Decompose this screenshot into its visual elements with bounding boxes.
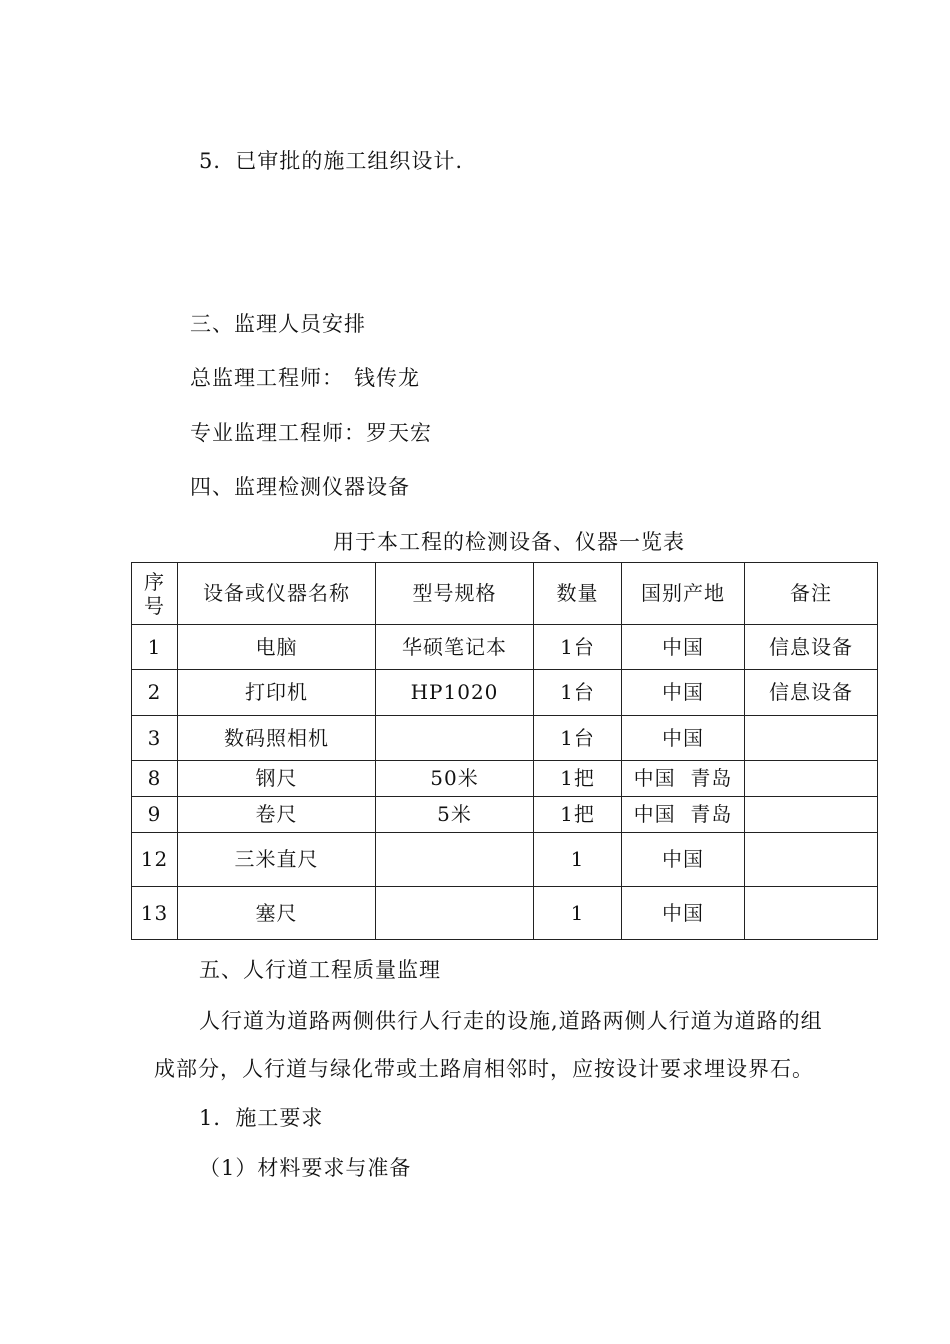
- table-row: [132, 716, 878, 761]
- equipment-table-title: 用于本工程的检测设备、仪器一览表: [333, 530, 685, 554]
- table-cell: 2: [132, 670, 178, 716]
- table-cell: 1把: [534, 797, 622, 833]
- table-cell: 三米直尺: [178, 833, 376, 887]
- table-cell: HP1020: [376, 670, 534, 716]
- table-cell: 12: [132, 833, 178, 887]
- table-cell: 华硕笔记本: [376, 625, 534, 670]
- table-cell: 信息设备: [745, 670, 878, 716]
- table-row: [132, 887, 878, 940]
- table-cell: 3: [132, 716, 178, 761]
- table-cell: 1台: [534, 716, 622, 761]
- table-cell: 钢尺: [178, 761, 376, 797]
- table-cell: [376, 833, 534, 887]
- chief-supervisor-label: 总监理工程师：: [190, 366, 344, 390]
- table-cell: [376, 887, 534, 940]
- section-4-heading: 四、监理检测仪器设备: [190, 475, 410, 499]
- table-cell: 数码照相机: [178, 716, 376, 761]
- table-cell: 5米: [376, 797, 534, 833]
- header-cell: 设备或仪器名称: [178, 563, 376, 625]
- table-cell: 中国: [622, 833, 745, 887]
- table-cell: 信息设备: [745, 625, 878, 670]
- table-row: [132, 625, 878, 670]
- sidewalk-paragraph-line-1: 人行道为道路两侧供行人行走的设施,道路两侧人行道为道路的组: [199, 1009, 823, 1033]
- item-5-approved-design: 5．已审批的施工组织设计.: [199, 149, 464, 173]
- table-cell: 13: [132, 887, 178, 940]
- table-cell: 1台: [534, 625, 622, 670]
- chief-supervisor-line: [190, 368, 420, 389]
- table-cell: [745, 887, 878, 940]
- table-row: [132, 761, 878, 797]
- table-cell: 8: [132, 761, 178, 797]
- table-cell: 50米: [376, 761, 534, 797]
- table-cell: 卷尺: [178, 797, 376, 833]
- table-cell: 中国: [622, 670, 745, 716]
- table-cell: [745, 761, 878, 797]
- table-row: [132, 833, 878, 887]
- header-cell: 备注: [745, 563, 878, 625]
- table-row: [132, 670, 878, 716]
- table-cell: 1: [534, 833, 622, 887]
- table-cell: 1台: [534, 670, 622, 716]
- header-cell: 型号规格: [376, 563, 534, 625]
- table-cell: 1: [534, 887, 622, 940]
- section-5-heading: 五、人行道工程质量监理: [199, 958, 441, 982]
- table-cell: 中国: [622, 625, 745, 670]
- table-cell: [745, 716, 878, 761]
- header-cell: 数量: [534, 563, 622, 625]
- subsection-1-heading: 1．施工要求: [199, 1106, 324, 1130]
- table-cell: [745, 797, 878, 833]
- table-cell: 中国: [622, 887, 745, 940]
- table-cell: 中国 青岛: [622, 797, 745, 833]
- table-cell: 中国 青岛: [622, 761, 745, 797]
- section-3-heading: 三、监理人员安排: [190, 312, 366, 336]
- header-cell: 序号: [132, 563, 178, 625]
- table-row: [132, 797, 878, 833]
- table-cell: 打印机: [178, 670, 376, 716]
- table-cell: [376, 716, 534, 761]
- table-cell: [745, 833, 878, 887]
- equipment-table: [131, 562, 878, 940]
- table-cell: 电脑: [178, 625, 376, 670]
- header-cell: 国别产地: [622, 563, 745, 625]
- table-cell: 9: [132, 797, 178, 833]
- table-cell: 1: [132, 625, 178, 670]
- table-header-row: [132, 563, 878, 625]
- chief-supervisor-name: 钱传龙: [354, 366, 420, 390]
- specialist-supervisor-line: 专业监理工程师：罗天宏: [190, 421, 432, 445]
- table-cell: 1把: [534, 761, 622, 797]
- table-cell: 塞尺: [178, 887, 376, 940]
- table-cell: 中国: [622, 716, 745, 761]
- subsection-1-1-heading: （1）材料要求与准备: [199, 1156, 412, 1180]
- sidewalk-paragraph-line-2: 成部分，人行道与绿化带或土路肩相邻时，应按设计要求埋设界石。: [154, 1057, 814, 1081]
